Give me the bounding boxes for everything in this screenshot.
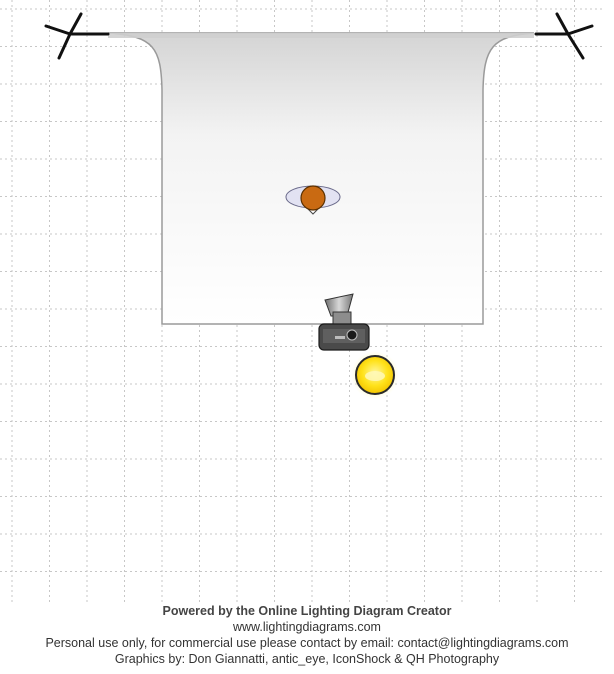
graphics-credits: Graphics by: Don Giannatti, antic_eye, IconShock & QH Photography	[114, 652, 500, 666]
light-stand-icon[interactable]	[46, 14, 108, 58]
light-stand-icon[interactable]	[536, 14, 592, 58]
website-link[interactable]: www.lightingdiagrams.com	[233, 620, 381, 634]
bare-bulb-light-icon[interactable]	[351, 351, 399, 399]
white-sweep-backdrop[interactable]	[108, 33, 534, 324]
credits-footer	[0, 603, 614, 667]
powered-by-text: Powered by the Online Lighting Diagram Creator	[162, 604, 452, 618]
usage-notice: Personal use only, for commercial use please contact by email: contact@lightingdiagrams.com	[45, 636, 569, 650]
